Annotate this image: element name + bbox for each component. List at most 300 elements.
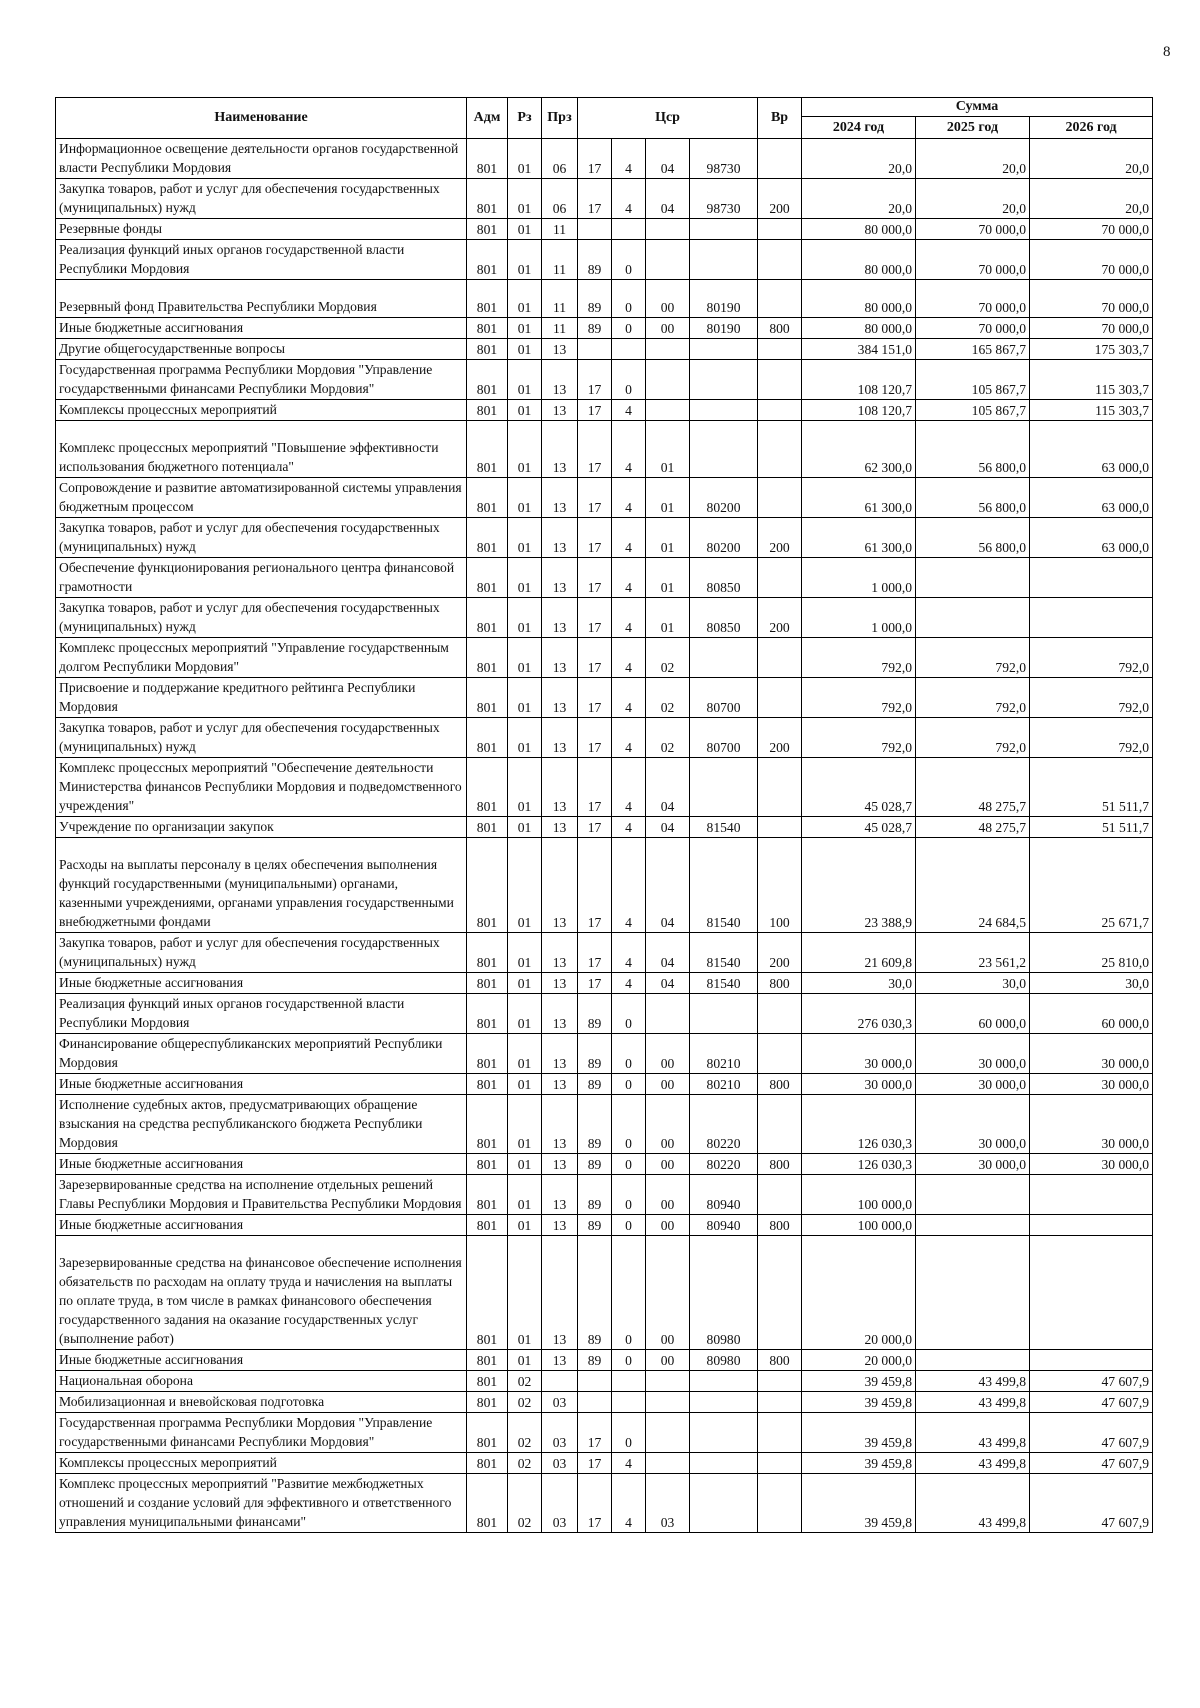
row-csr-type-cell: 4 [612,518,646,558]
row-prz-cell: 13 [542,838,578,933]
row-sum-2025-cell: 165 867,7 [916,339,1030,360]
row-name-cell: Иные бюджетные ассигнования [56,973,467,994]
row-csr-type-cell: 0 [612,1095,646,1154]
row-csr-type-cell: 0 [612,1236,646,1350]
row-rz-cell: 02 [508,1371,542,1392]
row-sum-2026-cell: 63 000,0 [1030,478,1153,518]
row-csr-type-cell: 0 [612,994,646,1034]
row-name-cell: Расходы на выплаты персоналу в целях обеспечения выполнения функций государственными (муниципальными) органами, казенными учреждениями, органами управления государственными внебюджетными фондами [56,838,467,933]
row-sum-2026-cell [1030,1175,1153,1215]
row-csr-type-cell: 4 [612,179,646,219]
row-adm-cell: 801 [467,219,508,240]
row-rz-cell: 01 [508,400,542,421]
row-adm-cell: 801 [467,973,508,994]
row-sum-2026-cell: 51 511,7 [1030,817,1153,838]
row-prz-cell: 13 [542,558,578,598]
row-prz-cell: 13 [542,678,578,718]
row-rz-cell: 01 [508,1175,542,1215]
row-sum-2025-cell: 70 000,0 [916,219,1030,240]
row-name-cell: Комплексы процессных мероприятий [56,400,467,421]
row-rz-cell: 01 [508,318,542,339]
row-vr-cell [758,1392,802,1413]
row-adm-cell: 801 [467,421,508,478]
row-sum-2025-cell [916,1236,1030,1350]
row-csr-subprogram-cell: 00 [646,318,690,339]
row-adm-cell: 801 [467,994,508,1034]
row-adm-cell: 801 [467,518,508,558]
row-sum-2026-cell: 792,0 [1030,638,1153,678]
row-adm-cell: 801 [467,139,508,179]
row-name-cell: Реализация функций иных органов государственной власти Республики Мордовия [56,240,467,280]
row-prz-cell: 13 [542,994,578,1034]
row-rz-cell: 01 [508,718,542,758]
table-row [56,1074,1153,1095]
row-csr-direction-cell [690,1413,758,1453]
row-csr-program-cell: 17 [578,478,612,518]
row-rz-cell: 01 [508,478,542,518]
row-csr-type-cell: 4 [612,973,646,994]
row-sum-2024-cell: 126 030,3 [802,1154,916,1175]
row-prz-cell: 13 [542,718,578,758]
row-name-cell: Иные бюджетные ассигнования [56,1350,467,1371]
table-row [56,558,1153,598]
row-name-cell: Закупка товаров, работ и услуг для обеспечения государственных (муниципальных) нужд [56,518,467,558]
row-vr-cell [758,1095,802,1154]
row-csr-direction-cell [690,758,758,817]
row-rz-cell: 01 [508,973,542,994]
row-vr-cell [758,1453,802,1474]
row-sum-2025-cell: 56 800,0 [916,518,1030,558]
header-year-2026: 2026 год [1030,117,1153,139]
row-adm-cell: 801 [467,817,508,838]
row-csr-direction-cell: 98730 [690,179,758,219]
row-sum-2025-cell: 30 000,0 [916,1034,1030,1074]
row-name-cell: Финансирование общереспубликанских мероприятий Республики Мордовия [56,1034,467,1074]
table-row [56,478,1153,518]
row-csr-subprogram-cell [646,1371,690,1392]
row-sum-2024-cell: 30 000,0 [802,1034,916,1074]
row-sum-2024-cell: 276 030,3 [802,994,916,1034]
row-sum-2026-cell: 20,0 [1030,179,1153,219]
row-prz-cell: 06 [542,179,578,219]
header-year-2024: 2024 год [802,117,916,139]
table-row [56,598,1153,638]
row-sum-2024-cell: 1 000,0 [802,558,916,598]
row-csr-program-cell: 17 [578,360,612,400]
row-csr-direction-cell: 80850 [690,558,758,598]
row-csr-direction-cell: 80220 [690,1095,758,1154]
row-csr-direction-cell [690,360,758,400]
row-csr-direction-cell: 80220 [690,1154,758,1175]
row-csr-program-cell: 17 [578,518,612,558]
row-vr-cell: 800 [758,973,802,994]
row-vr-cell: 100 [758,838,802,933]
row-csr-subprogram-cell: 02 [646,718,690,758]
row-name-cell: Закупка товаров, работ и услуг для обеспечения государственных (муниципальных) нужд [56,718,467,758]
row-name-cell: Обеспечение функционирования регионального центра финансовой грамотности [56,558,467,598]
table-row [56,1413,1153,1453]
row-csr-type-cell: 0 [612,1215,646,1236]
row-vr-cell [758,817,802,838]
row-csr-type-cell: 4 [612,139,646,179]
row-csr-program-cell: 89 [578,1154,612,1175]
row-csr-program-cell: 17 [578,838,612,933]
row-sum-2026-cell [1030,558,1153,598]
row-rz-cell: 01 [508,638,542,678]
row-csr-program-cell [578,1392,612,1413]
row-vr-cell [758,1474,802,1533]
row-csr-direction-cell [690,339,758,360]
row-vr-cell [758,478,802,518]
row-csr-program-cell: 17 [578,718,612,758]
row-sum-2026-cell: 63 000,0 [1030,421,1153,478]
row-name-cell: Закупка товаров, работ и услуг для обеспечения государственных (муниципальных) нужд [56,933,467,973]
row-sum-2024-cell: 80 000,0 [802,280,916,318]
row-prz-cell: 13 [542,1175,578,1215]
table-row [56,1215,1153,1236]
row-adm-cell: 801 [467,558,508,598]
row-prz-cell [542,1371,578,1392]
row-csr-program-cell: 17 [578,973,612,994]
row-sum-2025-cell [916,1175,1030,1215]
row-csr-direction-cell [690,994,758,1034]
row-sum-2026-cell: 20,0 [1030,139,1153,179]
row-sum-2024-cell: 792,0 [802,718,916,758]
row-rz-cell: 02 [508,1392,542,1413]
table-row [56,638,1153,678]
row-name-cell: Государственная программа Республики Мордовия "Управление государственными финансами Республики Мордовия" [56,360,467,400]
row-sum-2026-cell: 30 000,0 [1030,1095,1153,1154]
row-name-cell: Комплексы процессных мероприятий [56,1453,467,1474]
row-csr-subprogram-cell: 04 [646,758,690,817]
row-vr-cell [758,558,802,598]
row-csr-subprogram-cell: 00 [646,1074,690,1095]
row-adm-cell: 801 [467,360,508,400]
row-vr-cell: 800 [758,1350,802,1371]
row-adm-cell: 801 [467,1453,508,1474]
row-csr-direction-cell: 81540 [690,838,758,933]
row-sum-2024-cell: 20 000,0 [802,1236,916,1350]
row-prz-cell: 13 [542,1095,578,1154]
row-csr-program-cell: 89 [578,994,612,1034]
row-prz-cell: 13 [542,598,578,638]
row-sum-2026-cell: 115 303,7 [1030,360,1153,400]
row-csr-direction-cell [690,1371,758,1392]
row-csr-direction-cell: 80940 [690,1175,758,1215]
header-year-2025: 2025 год [916,117,1030,139]
row-csr-direction-cell [690,638,758,678]
row-csr-type-cell: 0 [612,1413,646,1453]
row-sum-2024-cell: 1 000,0 [802,598,916,638]
row-csr-type-cell: 4 [612,1474,646,1533]
row-rz-cell: 02 [508,1453,542,1474]
row-sum-2026-cell: 51 511,7 [1030,758,1153,817]
row-vr-cell [758,1034,802,1074]
row-csr-direction-cell: 80980 [690,1350,758,1371]
row-csr-direction-cell: 80850 [690,598,758,638]
row-sum-2026-cell: 47 607,9 [1030,1453,1153,1474]
row-sum-2026-cell: 115 303,7 [1030,400,1153,421]
row-prz-cell: 13 [542,638,578,678]
row-sum-2026-cell: 25 810,0 [1030,933,1153,973]
row-csr-type-cell [612,339,646,360]
row-sum-2025-cell: 48 275,7 [916,758,1030,817]
row-adm-cell: 801 [467,1074,508,1095]
row-vr-cell [758,400,802,421]
row-rz-cell: 01 [508,678,542,718]
row-vr-cell [758,1371,802,1392]
row-sum-2025-cell: 70 000,0 [916,280,1030,318]
row-rz-cell: 01 [508,1095,542,1154]
row-csr-subprogram-cell: 03 [646,1474,690,1533]
row-csr-type-cell: 0 [612,240,646,280]
row-adm-cell: 801 [467,678,508,718]
row-csr-type-cell: 0 [612,1074,646,1095]
row-sum-2024-cell: 384 151,0 [802,339,916,360]
row-csr-type-cell: 4 [612,817,646,838]
row-prz-cell: 13 [542,1154,578,1175]
row-csr-direction-cell: 80700 [690,718,758,758]
row-csr-subprogram-cell [646,1392,690,1413]
row-csr-program-cell: 17 [578,400,612,421]
row-sum-2025-cell: 20,0 [916,139,1030,179]
row-sum-2025-cell [916,1350,1030,1371]
row-csr-direction-cell: 80190 [690,280,758,318]
row-vr-cell: 200 [758,933,802,973]
row-sum-2025-cell: 43 499,8 [916,1413,1030,1453]
row-sum-2025-cell: 30 000,0 [916,1154,1030,1175]
table-row [56,240,1153,280]
row-sum-2025-cell: 43 499,8 [916,1474,1030,1533]
row-csr-type-cell: 4 [612,933,646,973]
row-sum-2026-cell: 63 000,0 [1030,518,1153,558]
row-sum-2025-cell: 43 499,8 [916,1371,1030,1392]
row-sum-2024-cell: 100 000,0 [802,1175,916,1215]
table-row [56,678,1153,718]
row-adm-cell: 801 [467,1474,508,1533]
table-row [56,400,1153,421]
row-name-cell: Иные бюджетные ассигнования [56,1154,467,1175]
row-csr-type-cell: 0 [612,360,646,400]
row-csr-subprogram-cell: 00 [646,1154,690,1175]
row-csr-program-cell: 89 [578,280,612,318]
row-csr-subprogram-cell: 04 [646,838,690,933]
table-row [56,838,1153,933]
table-row [56,718,1153,758]
row-sum-2026-cell: 25 671,7 [1030,838,1153,933]
row-sum-2026-cell: 47 607,9 [1030,1413,1153,1453]
row-vr-cell: 800 [758,1074,802,1095]
table-body [56,139,1153,1533]
row-vr-cell [758,219,802,240]
header-rz: Рз [508,98,542,139]
row-rz-cell: 01 [508,1215,542,1236]
row-adm-cell: 801 [467,1236,508,1350]
row-vr-cell [758,339,802,360]
row-csr-program-cell: 17 [578,1453,612,1474]
row-adm-cell: 801 [467,1392,508,1413]
row-csr-type-cell: 4 [612,678,646,718]
row-csr-direction-cell: 81540 [690,973,758,994]
row-prz-cell: 13 [542,1350,578,1371]
row-prz-cell: 03 [542,1413,578,1453]
row-adm-cell: 801 [467,478,508,518]
row-prz-cell: 13 [542,518,578,558]
row-csr-direction-cell [690,1474,758,1533]
budget-table [55,97,1153,1533]
row-sum-2024-cell: 30 000,0 [802,1074,916,1095]
row-csr-type-cell [612,219,646,240]
table-row [56,994,1153,1034]
row-sum-2024-cell: 126 030,3 [802,1095,916,1154]
row-csr-type-cell: 4 [612,558,646,598]
row-csr-program-cell: 17 [578,758,612,817]
row-csr-direction-cell: 80200 [690,478,758,518]
row-csr-type-cell: 0 [612,318,646,339]
row-csr-direction-cell [690,219,758,240]
row-sum-2024-cell: 62 300,0 [802,421,916,478]
row-csr-type-cell: 0 [612,1350,646,1371]
row-sum-2026-cell [1030,598,1153,638]
table-row [56,1236,1153,1350]
row-csr-type-cell: 4 [612,718,646,758]
row-csr-program-cell: 17 [578,638,612,678]
row-sum-2026-cell [1030,1350,1153,1371]
row-rz-cell: 01 [508,758,542,817]
row-csr-subprogram-cell [646,240,690,280]
row-csr-subprogram-cell: 00 [646,1034,690,1074]
row-rz-cell: 01 [508,179,542,219]
row-sum-2024-cell: 61 300,0 [802,478,916,518]
row-csr-subprogram-cell: 01 [646,598,690,638]
row-sum-2026-cell: 47 607,9 [1030,1392,1153,1413]
row-adm-cell: 801 [467,1215,508,1236]
row-prz-cell: 13 [542,1034,578,1074]
row-sum-2025-cell: 792,0 [916,718,1030,758]
row-prz-cell: 13 [542,421,578,478]
row-vr-cell [758,421,802,478]
row-sum-2024-cell: 39 459,8 [802,1392,916,1413]
row-csr-subprogram-cell: 01 [646,421,690,478]
row-csr-program-cell: 17 [578,817,612,838]
row-csr-program-cell: 89 [578,1236,612,1350]
row-rz-cell: 01 [508,994,542,1034]
row-csr-subprogram-cell: 02 [646,678,690,718]
row-csr-program-cell: 89 [578,1215,612,1236]
row-csr-subprogram-cell [646,1413,690,1453]
table-row [56,139,1153,179]
row-adm-cell: 801 [467,718,508,758]
row-rz-cell: 01 [508,1236,542,1350]
row-sum-2026-cell: 792,0 [1030,678,1153,718]
row-csr-program-cell: 17 [578,421,612,478]
row-name-cell: Национальная оборона [56,1371,467,1392]
row-sum-2024-cell: 45 028,7 [802,817,916,838]
row-csr-direction-cell [690,1392,758,1413]
row-sum-2024-cell: 61 300,0 [802,518,916,558]
row-rz-cell: 01 [508,817,542,838]
row-csr-type-cell: 4 [612,478,646,518]
row-prz-cell: 11 [542,240,578,280]
row-rz-cell: 01 [508,838,542,933]
row-vr-cell [758,678,802,718]
row-rz-cell: 01 [508,360,542,400]
row-csr-subprogram-cell: 04 [646,139,690,179]
row-csr-program-cell: 17 [578,598,612,638]
row-name-cell: Иные бюджетные ассигнования [56,1074,467,1095]
row-sum-2026-cell: 70 000,0 [1030,240,1153,280]
table-row [56,280,1153,318]
row-vr-cell [758,1236,802,1350]
row-csr-program-cell: 17 [578,558,612,598]
row-name-cell: Комплекс процессных мероприятий "Обеспечение деятельности Министерства финансов Республики Мордовия и подведомственного учреждения" [56,758,467,817]
row-csr-program-cell: 89 [578,1175,612,1215]
row-sum-2026-cell [1030,1215,1153,1236]
row-csr-direction-cell [690,421,758,478]
row-sum-2025-cell: 105 867,7 [916,360,1030,400]
row-rz-cell: 02 [508,1413,542,1453]
row-csr-subprogram-cell: 01 [646,518,690,558]
row-name-cell: Сопровождение и развитие автоматизированной системы управления бюджетным процессом [56,478,467,518]
row-sum-2024-cell: 80 000,0 [802,219,916,240]
row-sum-2025-cell: 105 867,7 [916,400,1030,421]
row-sum-2025-cell: 30 000,0 [916,1095,1030,1154]
row-csr-subprogram-cell: 04 [646,817,690,838]
row-csr-subprogram-cell: 00 [646,1236,690,1350]
table-row [56,339,1153,360]
row-name-cell: Государственная программа Республики Мордовия "Управление государственными финансами Республики Мордовия" [56,1413,467,1453]
row-sum-2025-cell [916,558,1030,598]
row-name-cell: Резервные фонды [56,219,467,240]
row-adm-cell: 801 [467,1350,508,1371]
row-vr-cell [758,638,802,678]
row-csr-direction-cell: 81540 [690,817,758,838]
row-vr-cell [758,1175,802,1215]
row-adm-cell: 801 [467,638,508,678]
row-sum-2026-cell: 60 000,0 [1030,994,1153,1034]
row-csr-direction-cell: 80210 [690,1074,758,1095]
row-adm-cell: 801 [467,1034,508,1074]
row-csr-program-cell: 17 [578,1413,612,1453]
row-sum-2025-cell: 70 000,0 [916,318,1030,339]
row-vr-cell: 200 [758,518,802,558]
row-sum-2025-cell: 43 499,8 [916,1392,1030,1413]
row-csr-subprogram-cell [646,1453,690,1474]
row-csr-program-cell: 89 [578,1095,612,1154]
row-rz-cell: 01 [508,1034,542,1074]
row-csr-subprogram-cell: 00 [646,1350,690,1371]
row-adm-cell: 801 [467,318,508,339]
row-csr-type-cell: 4 [612,758,646,817]
row-csr-subprogram-cell: 01 [646,558,690,598]
row-csr-program-cell: 17 [578,139,612,179]
row-csr-subprogram-cell [646,400,690,421]
row-csr-program-cell [578,219,612,240]
row-prz-cell: 13 [542,758,578,817]
row-csr-type-cell: 0 [612,1175,646,1215]
row-name-cell: Комплекс процессных мероприятий "Управление государственным долгом Республики Мордовия" [56,638,467,678]
row-csr-program-cell: 89 [578,240,612,280]
row-csr-direction-cell [690,1453,758,1474]
table-row [56,1453,1153,1474]
table-row [56,1371,1153,1392]
table-row [56,179,1153,219]
row-prz-cell: 11 [542,318,578,339]
row-name-cell: Исполнение судебных актов, предусматривающих обращение взыскания на средства республиканского бюджета Республики Мордовия [56,1095,467,1154]
header-row [56,98,1153,117]
row-sum-2025-cell: 23 561,2 [916,933,1030,973]
row-csr-type-cell: 4 [612,598,646,638]
